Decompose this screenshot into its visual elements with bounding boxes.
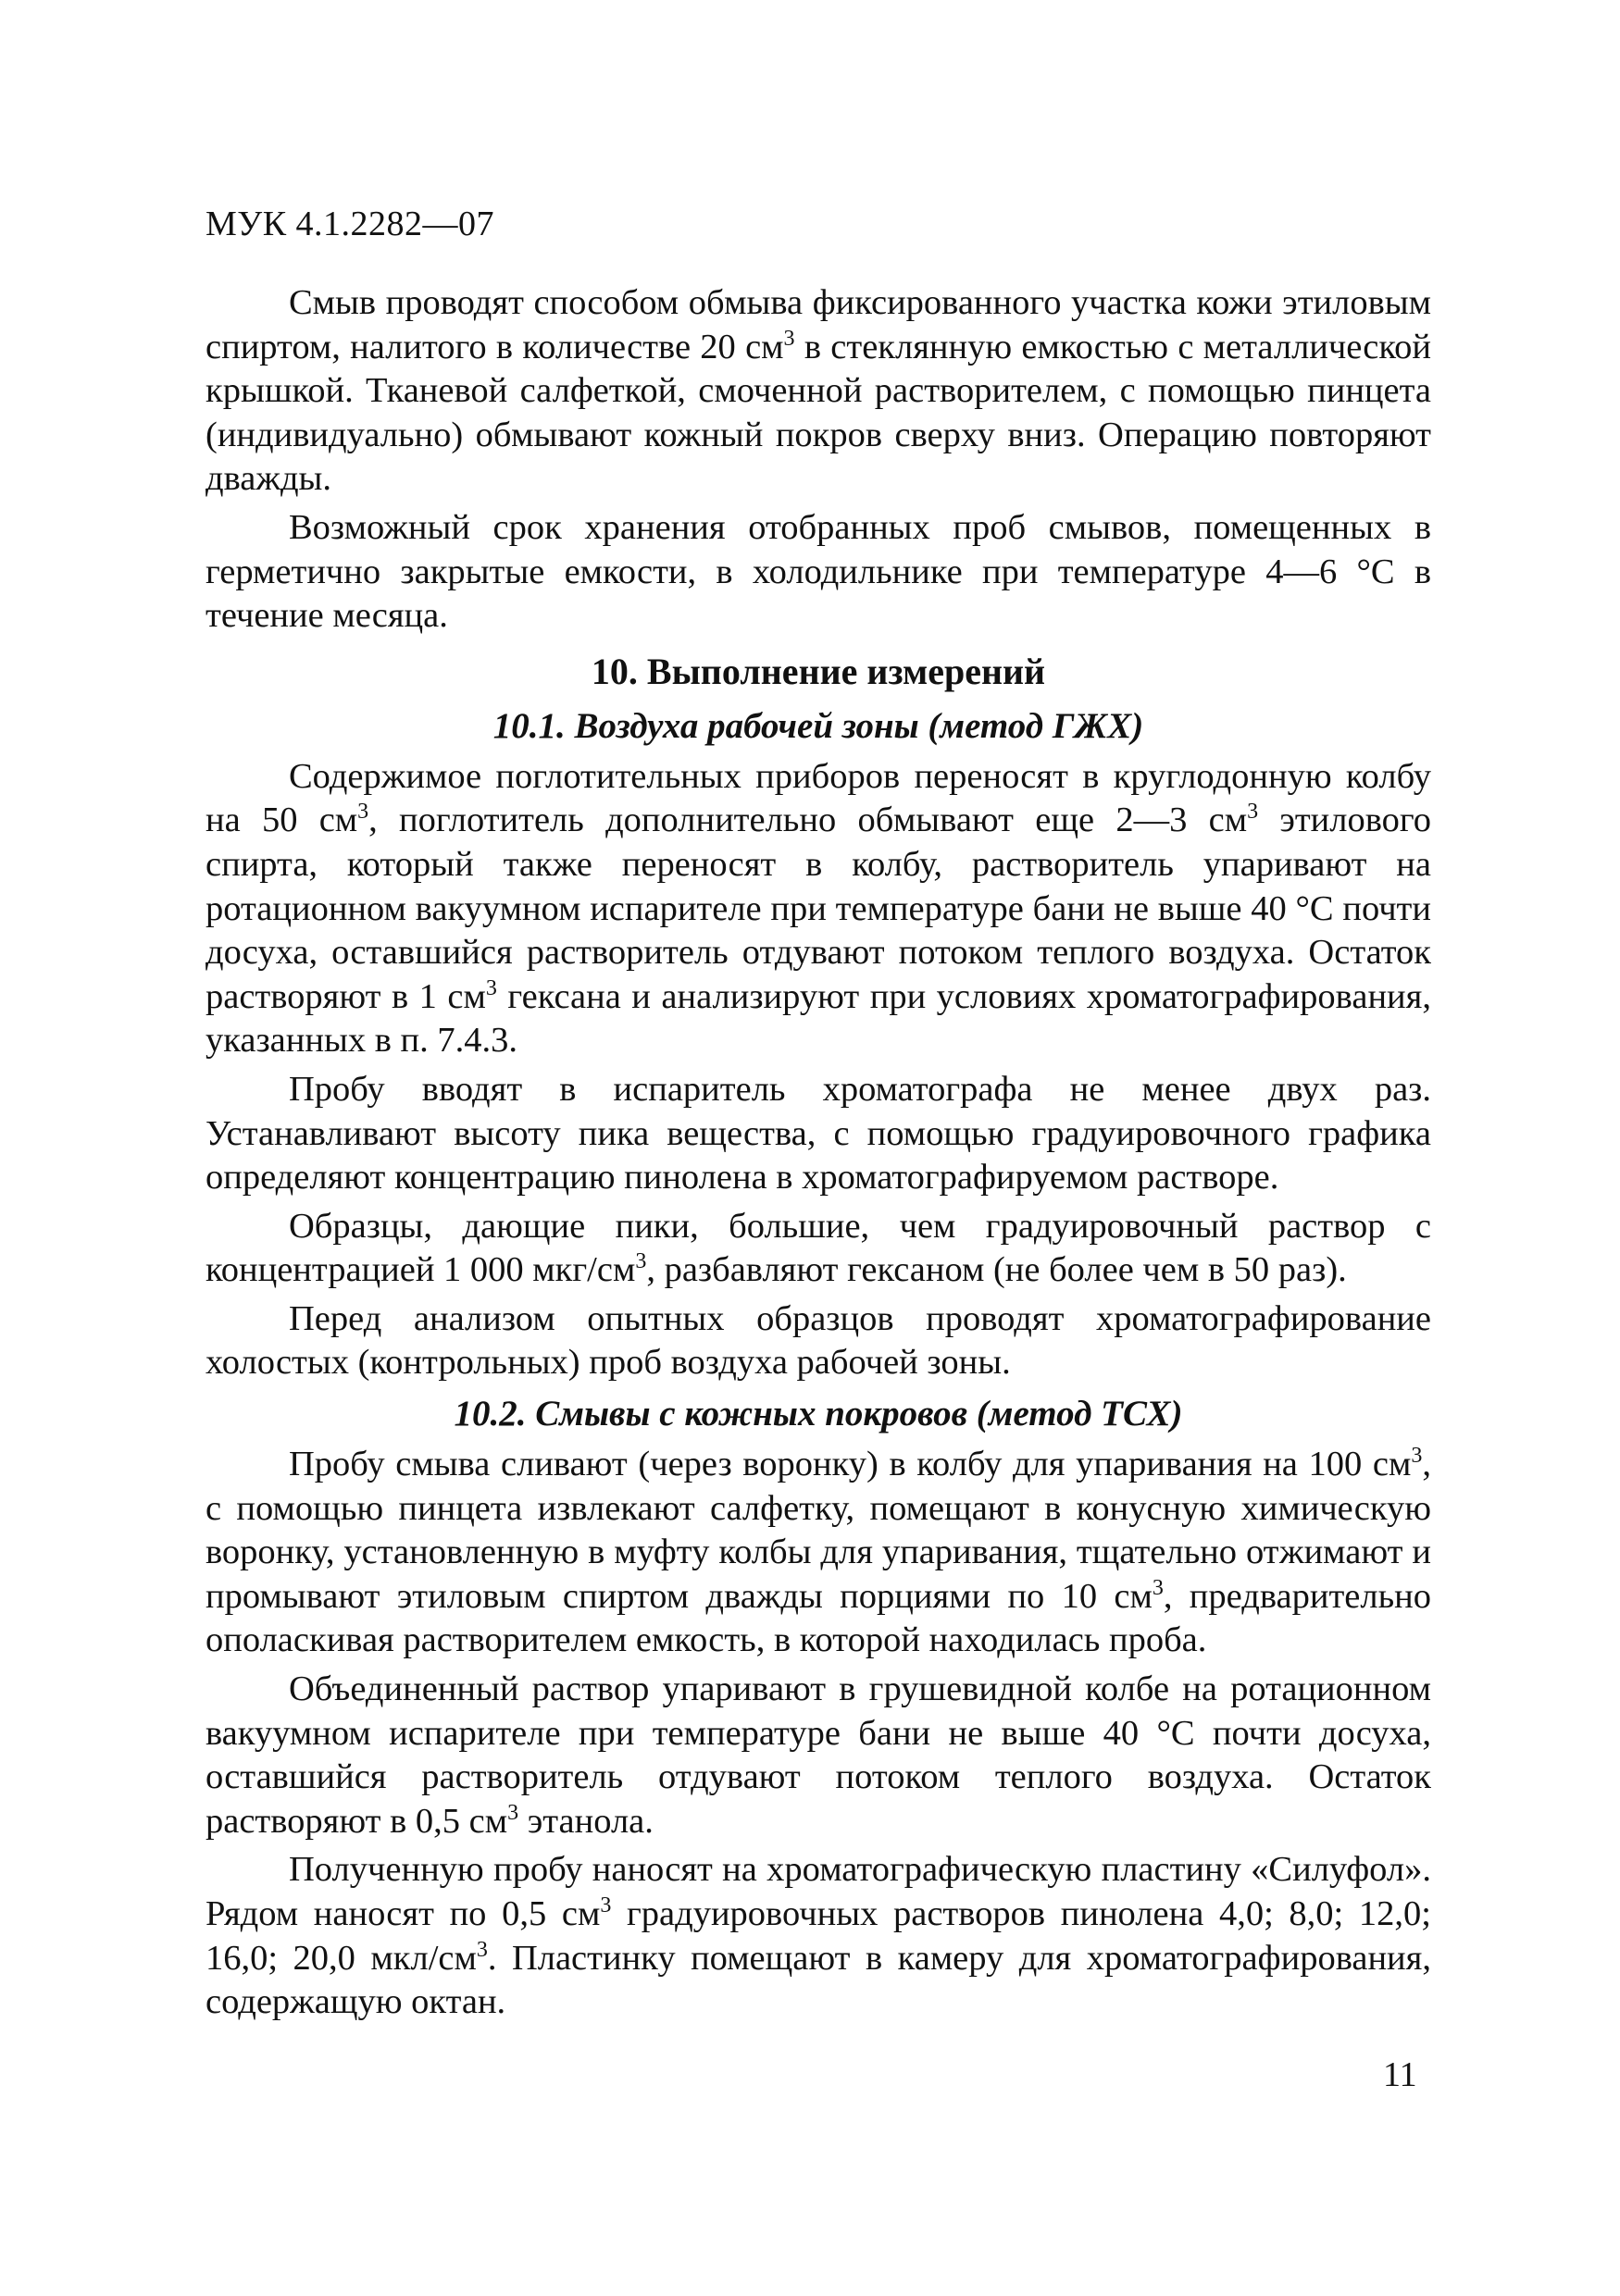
running-header: МУК 4.1.2282—07 (206, 205, 495, 243)
paragraph-evaporation: Объединенный раствор упаривают в грушевидной колбе на ротационном вакуумном испарителе при температуре бани не выше 40 °С почти досуха, оставшийся растворитель отдувают потоком теплого воздуха. Остаток растворяют в 0,5 $см^3$ этанола. (206, 1669, 1431, 1841)
paragraph-chromatography-plate: Полученную пробу наносят на хроматографическую пластину «Силуфол». Рядом наносят по 0,5 $см^3$ градуировочных растворов пинолена 4,0; 8,0; 12,0; 16,0; 20,0 мкл/$см^3$. Пластинку помещают в камеру для хроматографирования, содержащую октан. (206, 1850, 1431, 2022)
section-title-measurements: 10. Выполнение измерений (591, 650, 1046, 692)
page-number: 11 (1383, 2055, 1417, 2094)
paragraph-dilution: Образцы, дающие пики, большие, чем градуировочный раствор с концентрацией 1 000 мкг/$см^3$, разбавляют гексаном (не более чем в 50 раз). (206, 1206, 1431, 1290)
subsection-title-skin-washes: 10.2. Смывы с кожных покровов (метод ТСХ) (454, 1394, 1183, 1434)
subsection-title-workplace-air: 10.1. Воздуха рабочей зоны (метод ГЖХ) (492, 705, 1144, 746)
paragraph-absorber-contents: Содержимое поглотительных приборов переносят в круглодонную колбу на 50 $см^3$, поглотитель дополнительно обмывают еще 2—3 $см^3$ этилового спирта, который также переносят в колбу, растворитель упаривают на ротационном вакуумном испарителе при температуре бани не выше 40 °С почти досуха, оставшийся растворитель отдувают потоком теплого воздуха. Остаток растворяют в 1 $см^3$ гексана и анализируют при условиях хроматографирования, указанных в п. 7.4.3. (206, 756, 1431, 1061)
paragraph-sample-injection: Пробу вводят в испаритель хроматографа не менее двух раз. Устанавливают высоту пика вещества, с помощью градуировочного графика определяют концентрацию пинолена в хроматографируемом растворе. (206, 1069, 1431, 1198)
paragraph-storage-period: Возможный срок хранения отобранных проб смывов, помещенных в герметично закрытые емкости, в холодильнике при температуре 4—6 °С в течение месяца. (206, 507, 1431, 636)
paragraph-blank-samples: Перед анализом опытных образцов проводят хроматографирование холостых (контрольных) проб воздуха рабочей зоны. (206, 1298, 1431, 1383)
paragraph-skin-wash-procedure: Смыв проводят способом обмыва фиксированного участка кожи этиловым спиртом, налитого в количестве 20 $см^3$ в стеклянную емкостью с металлической крышкой. Тканевой салфеткой, смоченной растворителем, с помощью пинцета (индивидуально) обмывают кожный покров сверху вниз. Операцию повторяют дважды. (206, 283, 1431, 499)
paragraph-wash-transfer: Пробу смыва сливают (через воронку) в колбу для упаривания на 100 $см^3$, с помощью пинцета извлекают салфетку, помещают в конусную химическую воронку, установленную в муфту колбы для упаривания, тщательно отжимают и промывают этиловым спиртом дважды порциями по 10 $см^3$, предварительно ополаскивая растворителем емкость, в которой находилась проба. (206, 1444, 1431, 1660)
body-text (206, 281, 1431, 2029)
